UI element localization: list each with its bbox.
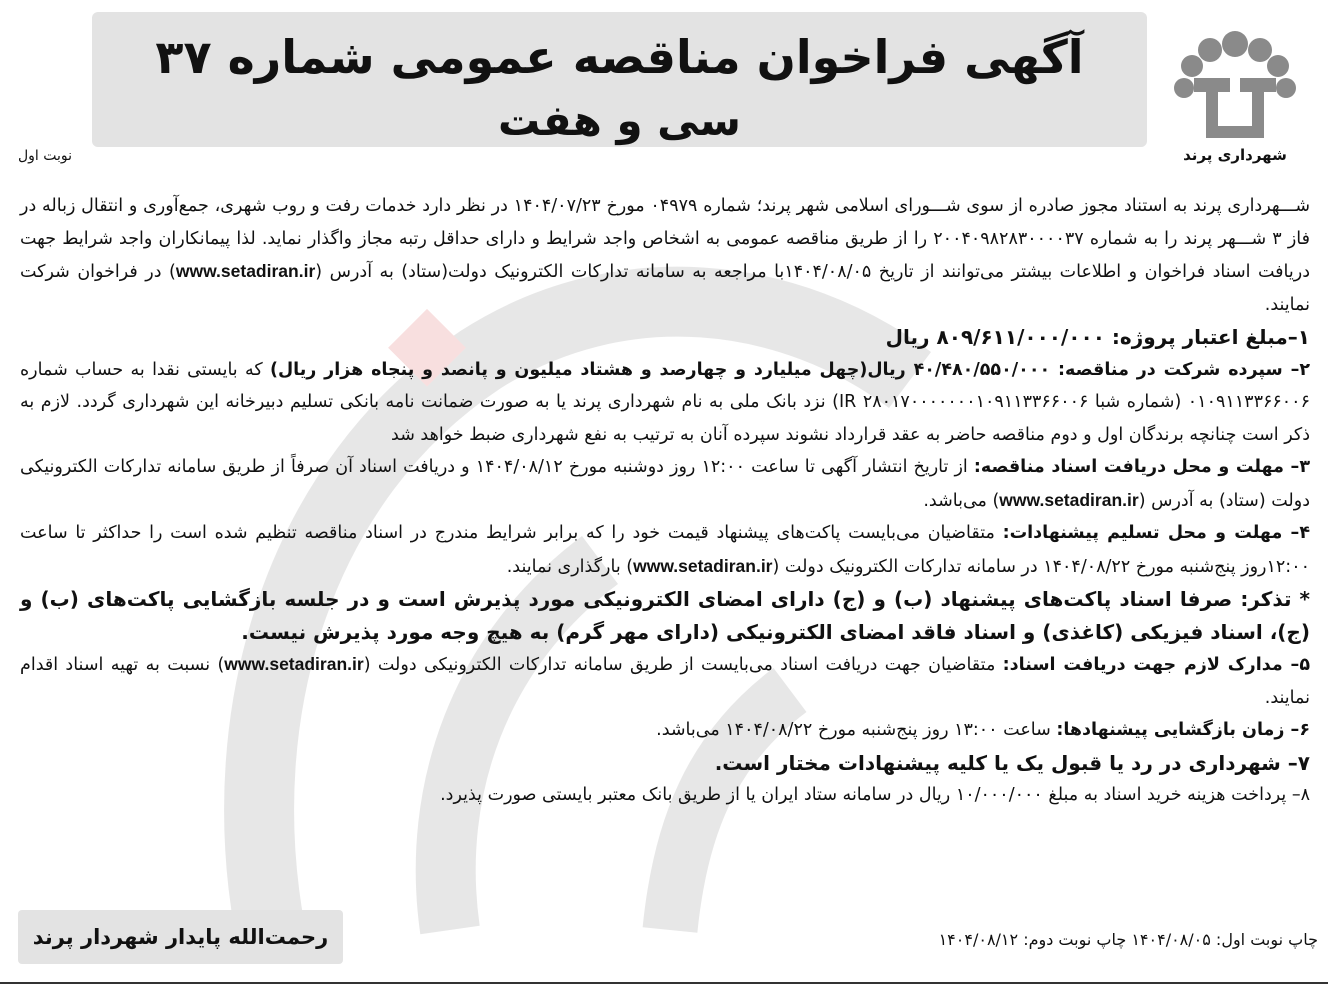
print-dates: چاپ نوبت اول: ۱۴۰۴/۰۸/۰۵ چاپ نوبت دوم: ۱۴۰۴/۰۸/۱۲: [938, 930, 1318, 949]
item-2: ۲– سپرده شرکت در مناقصه: ۴۰/۴۸۰/۵۵۰/۰۰۰ ریال(چهل میلیارد و چهارصد و هشتاد میلیون و پانصد و پنجاه هزار ریال) که بایستی نقدا به حساب شماره ۰۱۰۹۱۱۳۳۶۶۰۰۶ (شماره شبا IR ۲۸۰۱۷۰۰۰۰۰۰۰۱۰۹۱۱۳۳۶۶۰۰۶) نزد بانک ملی به نام شهرداری پرند یا به صورت ضمانت نامه بانکی تسلیم دبیرخانه این شهرداری گردد. لازم به ذکر است چنانچه برندگان اول و دوم مناقصه حاضر به عقد قرارداد نشوند سپرده آنان به ترتیب به نفع شهرداری ضبط خواهد شد: [20, 359, 1311, 445]
item-4: ۴– مهلت و محل تسلیم پیشنهادات: متقاضیان می‌بایست پاکت‌های پیشنهاد قیمت خود را که برابر شرایط مندرج در اسناد مناقصه تنظیم شده است را حداکثر تا ساعت ۱۲:۰۰روز پنج‌شنبه مورخ ۱۴۰۴/۰۸/۲۲ در سامانه تدارکات الکترونیک دولت (www.setadiran.ir) بارگذاری نمایند.: [20, 523, 1310, 577]
setad-link[interactable]: www.setadiran.ir: [999, 489, 1139, 510]
item-5: ۵– مدارک لازم جهت دریافت اسناد: متقاضیان جهت دریافت اسناد می‌بایست از طریق سامانه تدارکات الکترونیکی دولت (www.setadiran.ir) نسبت به تهیه اسناد اقدام نمایند.: [20, 654, 1310, 708]
item-1: ۱–مبلغ اعتبار پروژه: ۸۰۹/۶۱۱/۰۰۰/۰۰۰ ریال: [885, 325, 1310, 349]
edition-label: نوبت اول: [18, 148, 73, 164]
item-6: ۶– زمان بازگشایی پیشنهادها: ساعت ۱۳:۰۰ روز پنج‌شنبه مورخ ۱۴۰۴/۰۸/۲۲ می‌باشد.: [656, 720, 1310, 740]
item-3: ۳– مهلت و محل دریافت اسناد مناقصه: از تاریخ انتشار آگهی تا ساعت ۱۲:۰۰ روز دوشنبه مورخ ۱۴۰۴/۰۸/۱۲ و دریافت اسناد آن صرفاً از طریق سامانه تدارکات الکترونیکی دولت (ستاد) به آدرس (www.setadiran.ir) می‌باشد.: [20, 457, 1310, 511]
bottom-rule: [0, 982, 1328, 984]
title-banner: [92, 12, 1147, 147]
intro-paragraph: شـــهرداری پرند به استناد مجوز صادره از سوی شـــورای اسلامی شهر پرند؛ شماره ۰۴۹۷۹ مورخ ۱۴۰۴/۰۷/۲۳ در نظر دارد خدمات رفت و روب شهری، جمع‌آوری و انتقال زباله در فاز ۳ شـــهر پرند را به شماره ۲۰۰۴۰۹۸۲۸۳۰۰۰۰۳۷ را از طریق مناقصه عمومی به اشخاص واجد شرایط و دارای حداقل رتبه مجاز واگذار نماید. لذا پیمانکاران واجد شرایط جهت دریافت اسناد فراخوان و اطلاعات بیشتر می‌توانند از تاریخ ۱۴۰۴/۰۸/۰۵با مراجعه به سامانه تدارکات الکترونیک دولت(ستاد) به آدرس (www.setadiran.ir) در فراخوان شرکت نمایند.: [20, 196, 1310, 315]
announcement-body: [20, 190, 1310, 812]
setad-link[interactable]: www.setadiran.ir: [224, 654, 364, 674]
setad-link[interactable]: www.setadiran.ir: [633, 555, 773, 576]
logo-caption: شهرداری پرند: [1183, 146, 1287, 164]
signature: رحمت‌الله پایدار شهردار پرند: [18, 910, 343, 964]
setad-link[interactable]: www.setadiran.ir: [175, 261, 316, 281]
item-7: ۷– شهرداری در رد یا قبول یک یا کلیه پیشنهادات مختار است.: [714, 750, 1310, 775]
item-8: ۸– پرداخت هزینه خرید اسناد به مبلغ ۱۰/۰۰۰/۰۰۰ ریال در سامانه ستاد ایران یا از طریق بانک معتبر بایستی صورت پذیرد.: [440, 785, 1310, 805]
note: * تذکر: صرفا اسناد پاکت‌های پیشنهاد (ب) و (ج) دارای امضای الکترونیکی مورد پذیرش است و در جلسه بازگشایی پاکت‌های (ب) و (ج)، اسناد فیزیکی (کاغذی) و اسناد فاقد امضای الکترونیکی (دارای مهر گرم) به هیچ وجه مورد پذیرش نیست.: [20, 587, 1310, 644]
page-subtitle: سی و هفت: [498, 96, 741, 145]
page-title: آگهی فراخوان مناقصه عمومی شماره ۳۷: [155, 30, 1084, 84]
